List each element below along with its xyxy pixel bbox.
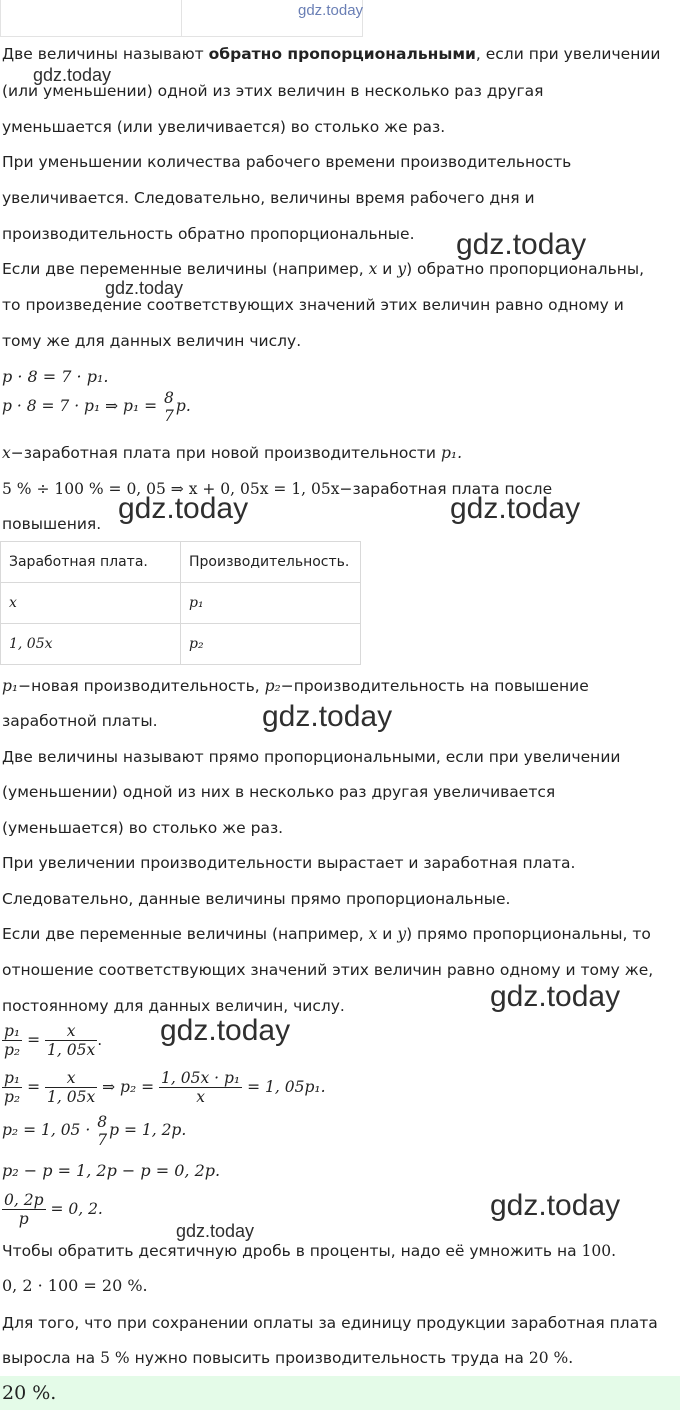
answer-value: 20 %.: [2, 1382, 57, 1404]
text-line: Следовательно, данные величины прямо пропорциональные.: [2, 890, 511, 908]
table-cell: p₁: [181, 583, 361, 624]
text-line: Если две переменные величины (например, x и y) прямо пропорциональны, то: [2, 925, 651, 943]
table-row: [1, 542, 361, 583]
watermark: gdz.today: [262, 700, 393, 733]
watermark: gdz.today: [160, 1014, 291, 1047]
watermark: gdz.today: [176, 1221, 255, 1241]
text-line: заработной платы.: [2, 712, 158, 730]
watermark: gdz.today: [298, 2, 364, 19]
equation: $\frac{\text{p₁}}{\text{p₂}}$ = $\frac{x}{1, 05x}$ ⇒ p₂ = $\frac{\text{1, 05x · p₁}}{x}$ = 1, 05p₁.: [4, 1069, 326, 1106]
equation: p₂ = 1, 05 · 8 7 p = 1, 2p.: [2, 1112, 187, 1149]
watermark: gdz.today: [450, 492, 581, 525]
watermark: gdz.today: [118, 492, 249, 525]
table-header: Производительность.: [181, 542, 361, 583]
text-line: то произведение соответствующих значений этих величин равно одному и: [2, 296, 624, 314]
text-line: увеличивается. Следовательно, величины время рабочего дня и: [2, 189, 535, 207]
text-line: Если две переменные величины (например, x и y) обратно пропорциональны,: [2, 260, 644, 278]
text-line: производительность обратно пропорциональные.: [2, 225, 415, 243]
equation: 0, 2 · 100 = 20 %.: [2, 1276, 148, 1295]
text-line: (уменьшении) одной из них в несколько раз другая увеличивается: [2, 783, 556, 801]
equation: p · 8 = 7 · p₁ ⇒ p₁ = 8 7 p.: [2, 388, 191, 425]
text-line: выросла на 5 % нужно повысить производительность труда на 20 %.: [2, 1349, 574, 1367]
equation: $\frac{\text{p₁}}{\text{p₂}}$ = $\frac{x}{1, 05x}$ .: [4, 1022, 103, 1059]
table-header: Заработная плата.: [1, 542, 181, 583]
text-line: (уменьшается) во столько же раз.: [2, 819, 284, 837]
table-cell: p₂: [181, 624, 361, 665]
watermark: gdz.today: [456, 228, 587, 261]
equation: $\frac{0, 2p}{p}$ = 0, 2.: [4, 1191, 103, 1228]
table-row: [1, 624, 361, 665]
text-line: x−заработная плата при новой производительности p₁.: [2, 444, 463, 462]
text-line: отношение соответствующих значений этих величин равно одному и тому же,: [2, 961, 654, 979]
text-line: При уменьшении количества рабочего времени производительность: [2, 153, 572, 171]
watermark: gdz.today: [105, 278, 184, 298]
table-cell: x: [1, 583, 181, 624]
text-line: Чтобы обратить десятичную дробь в проценты, надо её умножить на 100.: [2, 1242, 617, 1260]
watermark: gdz.today: [490, 980, 621, 1013]
table-row: [1, 583, 361, 624]
text-line: тому же для данных величин числу.: [2, 332, 302, 350]
equation: p₂ − p = 1, 2p − p = 0, 2p.: [2, 1161, 221, 1180]
text-line: (или уменьшении) одной из этих величин в несколько раз другая: [2, 82, 544, 100]
text-line: повышения.: [2, 515, 102, 533]
text-line: Для того, что при сохранении оплаты за единицу продукции заработная плата: [2, 1314, 658, 1332]
text-line: уменьшается (или увеличивается) во столько же раз.: [2, 118, 446, 136]
answer-box: [0, 1376, 680, 1410]
table-cell: 1, 05x: [1, 624, 181, 665]
text-line: p₁−новая производительность, p₂−производительность на повышение: [2, 677, 589, 695]
text-line: 5 % ÷ 100 % = 0, 05 ⇒ x + 0, 05x = 1, 05x−заработная плата после: [2, 480, 553, 498]
data-table: [0, 541, 361, 665]
watermark: gdz.today: [33, 65, 112, 85]
text-line: постоянному для данных величин, числу.: [2, 997, 345, 1015]
text-line: При увеличении производительности вырастает и заработная плата.: [2, 854, 576, 872]
text-line: Две величины называют прямо пропорциональными, если при увеличении: [2, 748, 621, 766]
equation: p · 8 = 7 · p₁.: [2, 367, 109, 386]
text-line: Две величины называют обратно пропорциональными, если при увеличении: [2, 45, 661, 63]
watermark: gdz.today: [490, 1189, 621, 1222]
